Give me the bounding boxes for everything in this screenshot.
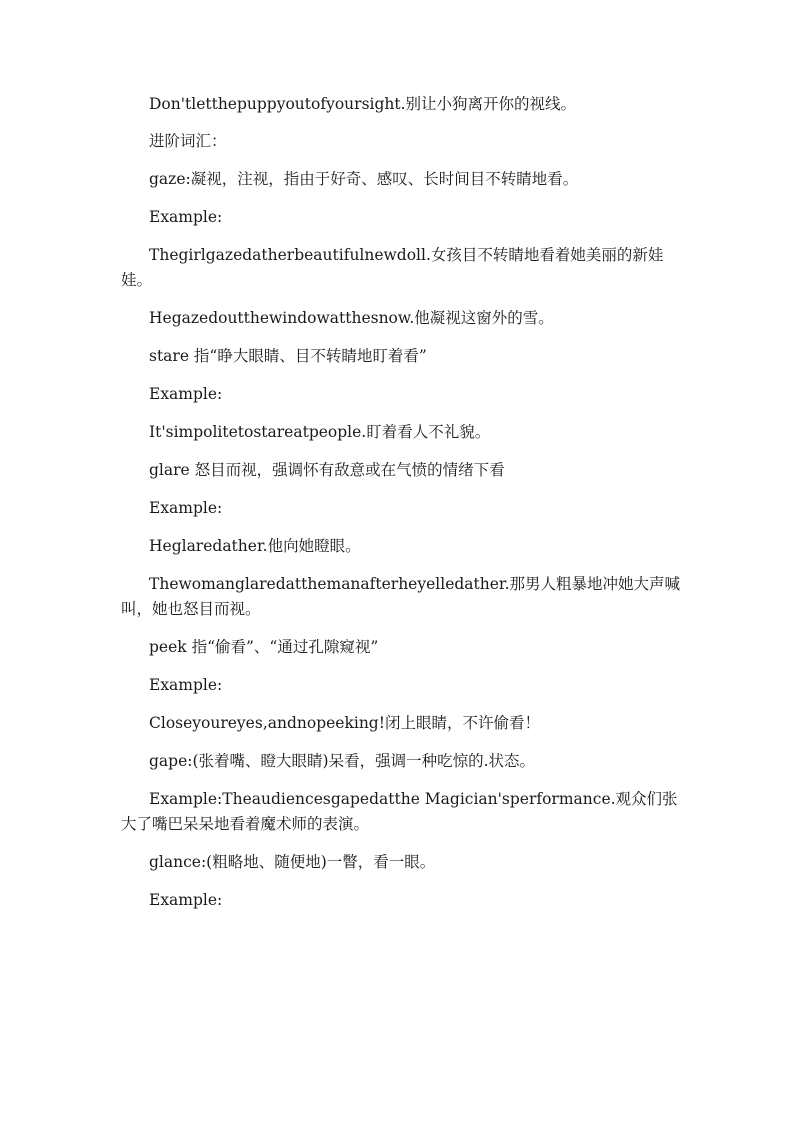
paragraph: Hegazedoutthewindowatthesnow.他凝视这窗外的雪。 [149, 309, 554, 327]
paragraph: Don'tletthepuppyoutofyoursight.别让小狗离开你的视线。 [149, 95, 577, 113]
paragraph: glare 怒目而视，强调怀有敌意或在气愤的情绪下看 [149, 461, 505, 479]
paragraph: Example: [149, 208, 223, 226]
paragraph: Closeyoureyes,andnopeeking!闭上眼睛，不许偷看！ [149, 714, 540, 732]
paragraph: gape:(张着嘴、瞪大眼睛)呆看，强调一种吃惊的.状态。 [149, 752, 536, 770]
paragraph: 进阶词汇： [149, 132, 227, 150]
paragraph: Example:Theaudiencesgapedatthe Magician'sperformance.观众们张大了嘴巴呆呆地看着魔术师的表演。 [121, 790, 678, 833]
paragraph: Example: [149, 891, 223, 909]
paragraph: Example: [149, 676, 223, 694]
paragraph: gaze:凝视，注视，指由于好奇、感叹、长时间目不转睛地看。 [149, 170, 579, 188]
paragraph: It'simpolitetostareatpeople.盯着看人不礼貌。 [149, 423, 491, 441]
paragraph: glance:(粗略地、随便地)一瞥，看一眼。 [149, 853, 436, 871]
paragraph: Example: [149, 385, 223, 403]
paragraph: Example: [149, 499, 223, 517]
paragraph: Thegirlgazedatherbeautifulnewdoll.女孩目不转睛地看着她美丽的新娃娃。 [121, 246, 664, 289]
document-body [121, 92, 681, 913]
paragraph: Heglaredather.他向她瞪眼。 [149, 537, 361, 555]
paragraph: peek 指“偷看”、“通过孔隙窥视” [149, 638, 379, 656]
paragraph: stare 指“睁大眼睛、目不转睛地盯着看” [149, 347, 427, 365]
paragraph: Thewomanglaredatthemanafterheyelledather.那男人粗暴地冲她大声喊叫，她也怒目而视。 [121, 575, 681, 618]
